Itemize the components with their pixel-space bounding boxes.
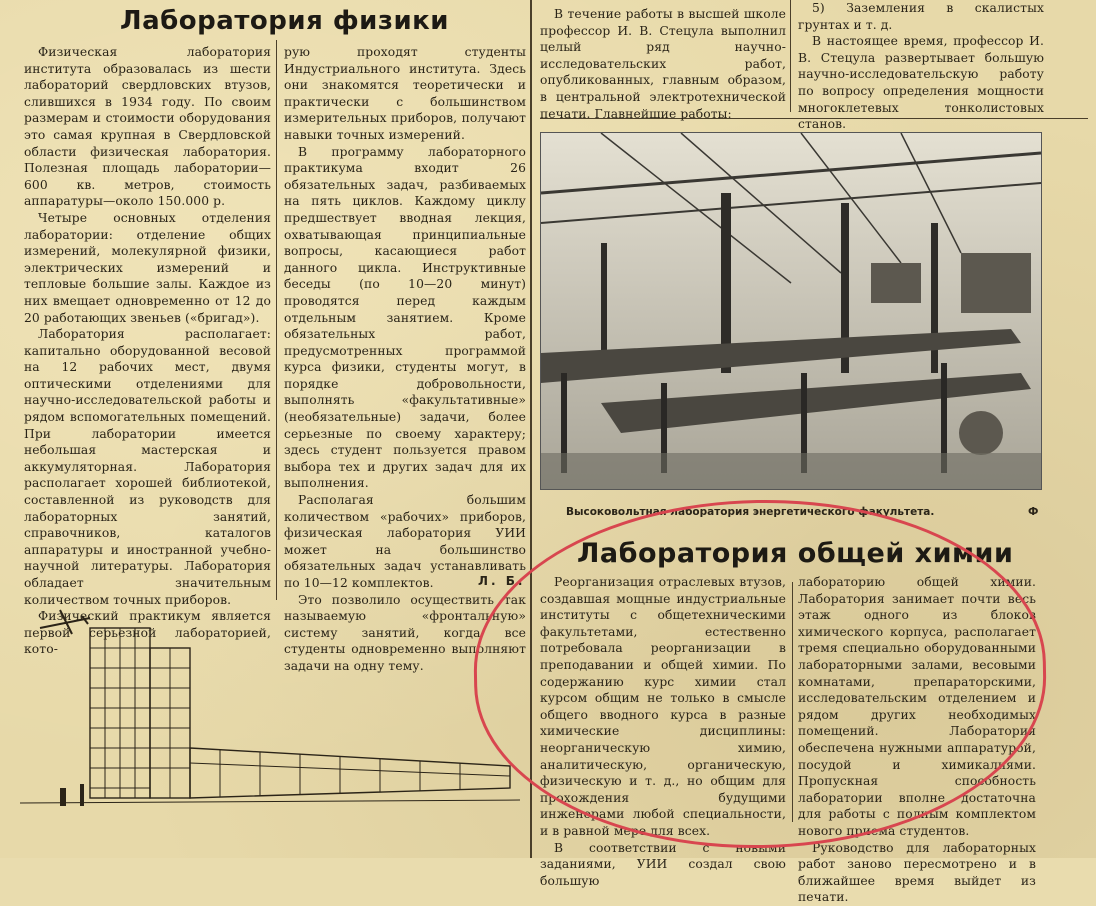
paragraph: В соответствии с новыми заданиями, УИИ создал свою большую bbox=[540, 840, 786, 888]
top-right-right-column bbox=[798, 0, 1044, 133]
photo-caption-right: Ф bbox=[1028, 506, 1039, 518]
chemistry-title: Лаборатория общей химии bbox=[577, 538, 1014, 569]
paragraph: Лаборатория располагает: капитально оборудованной весовой на 12 рабочих мест, двумя оптическими отделениями для научно-исследовательской работы и рядом вспомогательных помещений. При лаборатории имеется небольшая мастерская и аккумуляторная. Лаборатория располагает хорошей библиотекой, составленной из руководств для лабораторных занятий, справочников, каталогов аппаратуры и иностранной учебно-научной литературы. Лаборатория обладает значительным количеством точных приборов. bbox=[24, 327, 271, 607]
paragraph: Реорганизация отраслевых втузов, создавшая мощные индустриальные институты с общетехническими факультетами, естественно потребовала реорганизации в преподавании и общей химии. По содержанию курс химии стал курсом общим не только в смысле общего вводного курса в разные химические дисциплины: неорганическую химию, аналитическую, органическую, физическую и т. д., но общим для прохождения будущими инженерами любой специальности, и в равной мере для всех. bbox=[540, 575, 786, 838]
physics-column-1 bbox=[24, 44, 271, 658]
paragraph: Физическая лаборатория института образовалась из шести лабораторий свердловских втузов, слившихся в 1934 году. По своим размерам и стоимости оборудования это самая крупная в Свердловской области физическая лаборатория. Полезная площадь лаборатории—600 кв. метров, стоимость аппаратуры—около 150.000 р. bbox=[24, 45, 271, 209]
paragraph: В течение работы в высшей школе профессор И. В. Стецула выполнил целый ряд научно-исследовательских работ, опубликованных, главным образом, в центральной электротехнической печати. Главнейшие работы: bbox=[540, 7, 786, 121]
paragraph: В настоящее время, профессор И. В. Стецула развертывает большую научно-исследовательскую работу по вопросу определения мощности многоклетевых тонколистовых станов. bbox=[798, 34, 1044, 132]
paragraph: 5) Заземления в скалистых грунтах и т. д. bbox=[798, 1, 1044, 32]
paragraph: Располагая большим количеством «рабочих» приборов, физическая лаборатория УИИ может на большинство обязательных задач устанавливать по 10—12 комплектов. bbox=[284, 493, 526, 590]
laboratory-photo bbox=[540, 132, 1042, 490]
paragraph: Это позволило осуществить так называемую «фронтальную» систему занятий, когда все студенты одновременно выполняют задачи на одну тему. bbox=[284, 592, 526, 673]
column-rule bbox=[790, 0, 791, 112]
signature: Л. Б. bbox=[478, 574, 526, 588]
paragraph: Физический практикум является первой серьезной лабораторией, кото- bbox=[24, 609, 271, 657]
paragraph: рую проходят студенты Индустриального института. Здесь они знакомятся теоретически и практически с большинством измерительных приборов, получают навыки точных измерений. bbox=[284, 45, 526, 142]
airplane-icon bbox=[40, 610, 90, 634]
laboratory-photo-image bbox=[541, 133, 1041, 489]
paragraph: В программу лабораторного практикума входит 26 обязательных задач, разбиваемых на пять циклов. Каждому циклу предшествует вводная лекция, охватывающая принципиальные вопросы, касающиеся работ данного цикла. Инструктивные беседы (по 10—20 минут) проводятся перед каждым отдельным занятием. Кроме обязательных работ, предусмотренных программой курса физики, студенты могут, в порядке добровольности, выполнять «факультативные» (необязательные) задачи, более серьезные по своему характеру; здесь студент пользуется правом выбора тех и других задач для их выполнения. bbox=[284, 144, 526, 491]
paragraph: Четыре основных отделения лаборатории: отделение общих измерений, молекулярной физики, электрических измерений и тепловые большие залы. Каждое из них вмещает одновременно от 12 до 20 работающих звеньев («бригад»). bbox=[24, 210, 271, 325]
paragraph: Руководство для лабораторных работ заново пересмотрено и в ближайшее время выйдет из печати. bbox=[798, 840, 1036, 905]
photo-caption: Высоковольтная лаборатория энергетического факультета. bbox=[566, 506, 935, 518]
paragraph: лабораторию общей химии. Лаборатория занимает почти весь этаж одного из блоков химического корпуса, располагает тремя специально оборудованными лабораторными залами, весовыми комнатами, препараторскими, исследовательским отделением и рядом других необходимых помещений. Лаборатория обеспечена нужными аппаратурой, посудой и химикалиями. Пропускная способность лаборатории вполне достаточна для работы с полным комплектом нового приема студентов. bbox=[798, 575, 1036, 838]
institute-building-drawing bbox=[20, 588, 526, 820]
physics-title: Лаборатория физики bbox=[120, 6, 450, 36]
column-rule bbox=[276, 40, 277, 600]
top-right-left-column bbox=[540, 6, 786, 122]
